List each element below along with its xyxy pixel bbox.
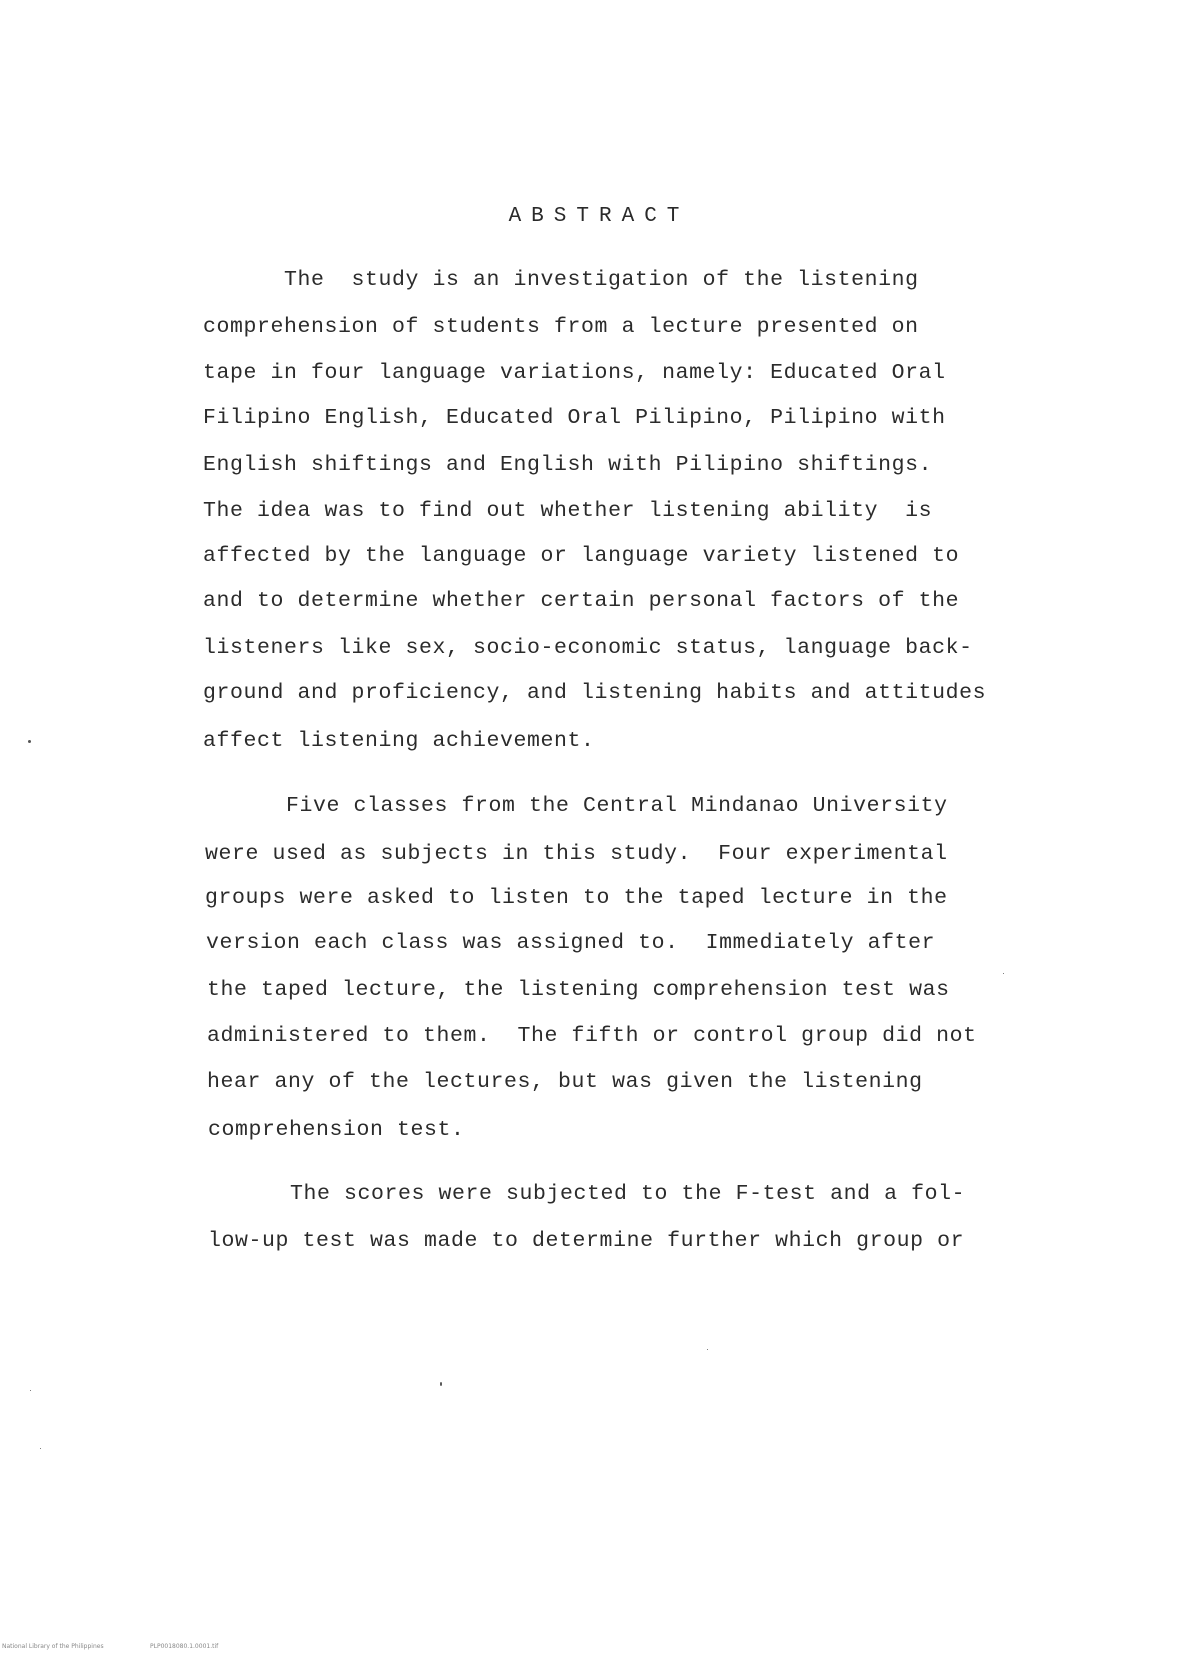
text-line: affect listening achievement.: [203, 729, 595, 753]
text-line: version each class was assigned to. Immediately after: [206, 931, 936, 955]
text-line: Five classes from the Central Mindanao University: [286, 794, 948, 818]
scan-speck: [40, 1448, 41, 1449]
text-line: the taped lecture, the listening comprehension test was: [207, 978, 950, 1002]
text-line: affected by the language or language variety listened to: [203, 544, 960, 568]
text-line: hear any of the lectures, but was given the listening: [207, 1070, 923, 1094]
text-line: English shiftings and English with Pilipino shiftings.: [203, 453, 933, 477]
text-line: The study is an investigation of the listening: [284, 268, 919, 292]
text-line: and to determine whether certain personal factors of the: [203, 589, 960, 613]
text-line: comprehension test.: [208, 1118, 465, 1142]
text-line: The idea was to find out whether listening ability is: [203, 499, 933, 523]
text-line: Filipino English, Educated Oral Pilipino, Pilipino with: [203, 406, 946, 430]
text-line: listeners like sex, socio-economic status, language back-: [203, 636, 973, 660]
scan-speck: [707, 1349, 708, 1350]
text-line: ground and proficiency, and listening habits and attitudes: [203, 681, 987, 705]
text-line: The scores were subjected to the F-test and a fol-: [290, 1182, 966, 1206]
text-line: administered to them. The fifth or control group did not: [207, 1024, 977, 1048]
text-line: comprehension of students from a lecture presented on: [203, 315, 919, 339]
footer-filename: PLP0018080.1.0001.tif: [150, 1643, 219, 1650]
scan-speck: [28, 740, 31, 743]
scan-speck: [30, 1390, 31, 1391]
text-line: groups were asked to listen to the taped lecture in the: [205, 886, 948, 910]
text-line: low-up test was made to determine further which group or: [208, 1229, 965, 1253]
scan-speck: [1003, 973, 1004, 974]
text-line: were used as subjects in this study. Four experimental: [205, 842, 948, 866]
footer-source: National Library of the Philippines: [2, 1643, 104, 1650]
abstract-heading: ABSTRACT: [508, 205, 690, 228]
text-line: tape in four language variations, namely: Educated Oral: [203, 361, 946, 385]
scan-speck: [440, 1382, 442, 1386]
